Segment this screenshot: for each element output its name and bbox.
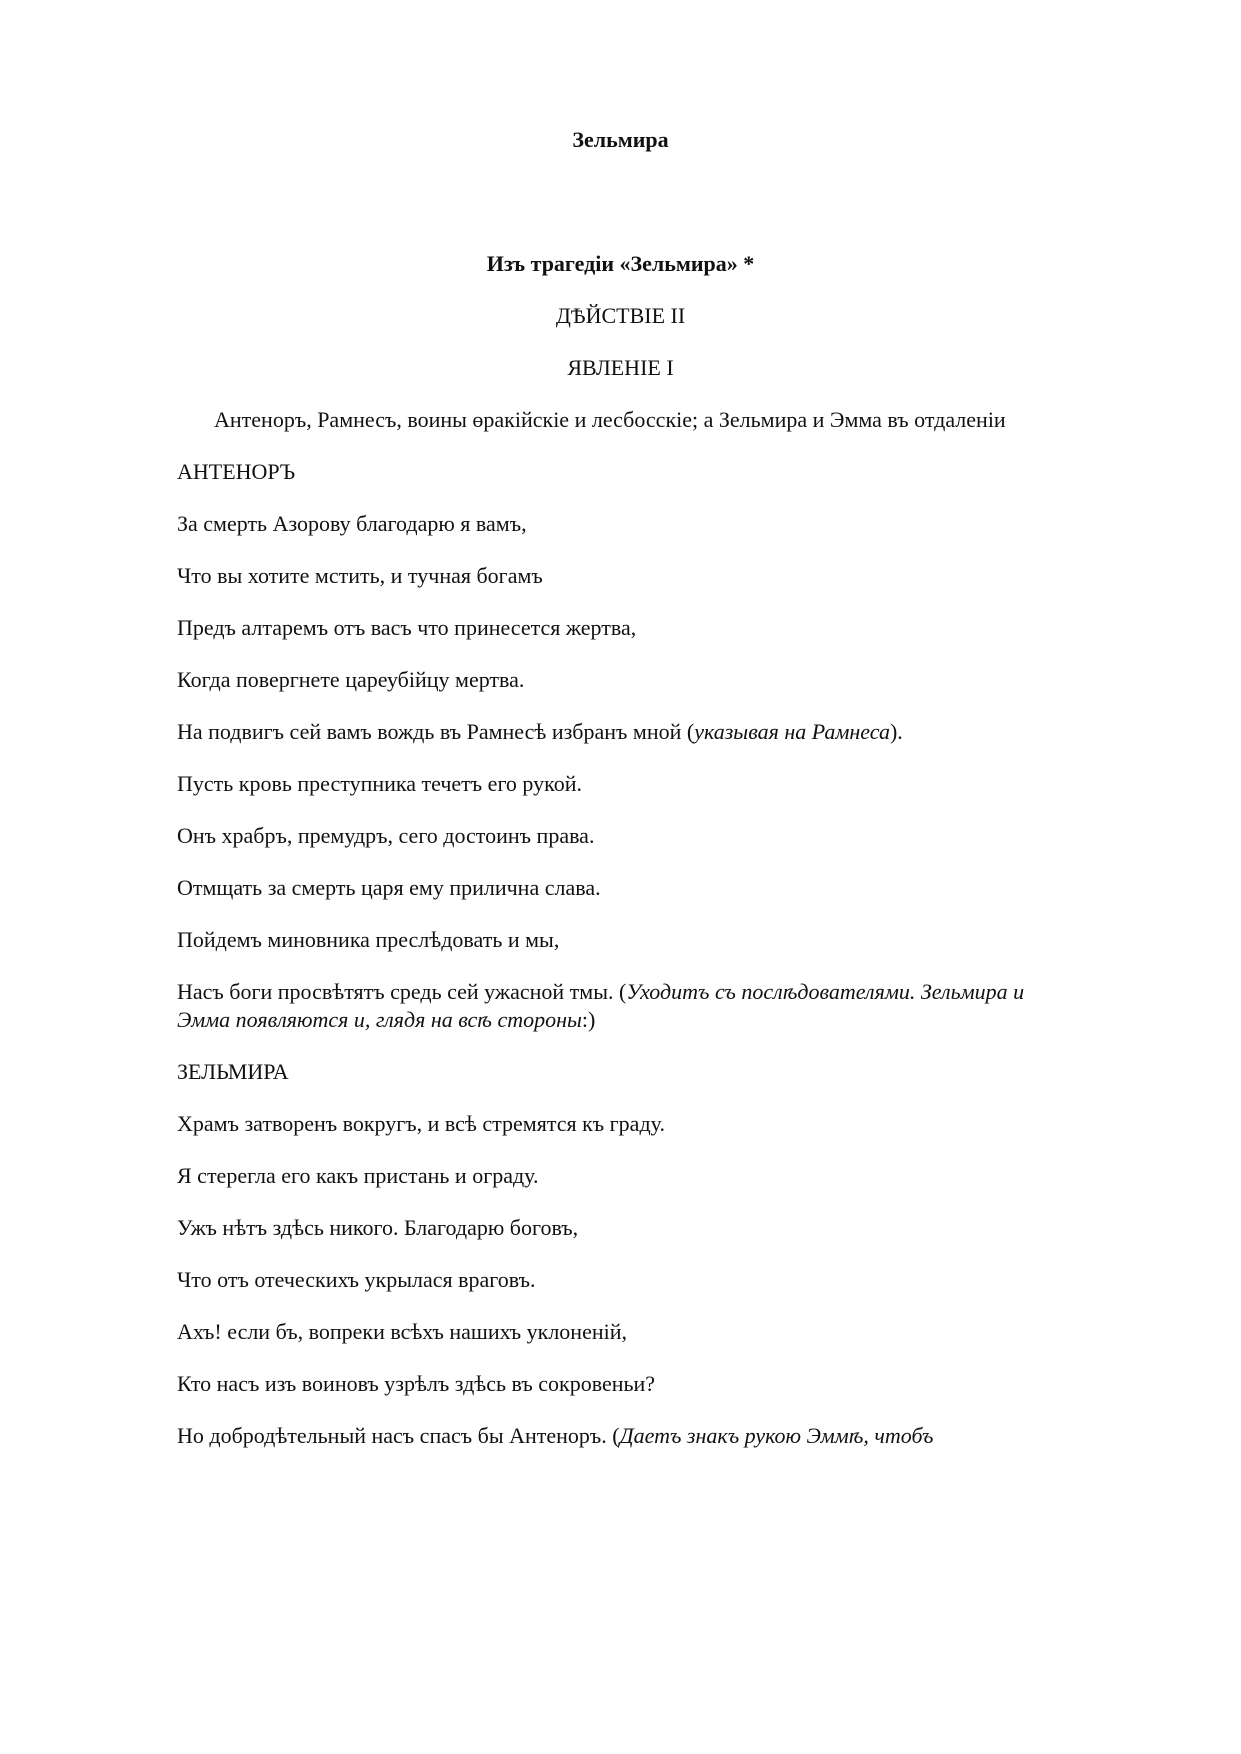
stage-direction: Антеноръ, Рамнесъ, воины өракійскіе и лесбосскіе; а Зельмира и Эмма въ отдаленіи — [214, 407, 1006, 432]
verse-line — [177, 978, 1024, 1006]
verse-line: Кто насъ изъ воиновъ узрѣлъ здѣсь въ сокровеньи? — [177, 1371, 656, 1396]
verse-line: Я стерегла его какъ пристань и ограду. — [177, 1163, 539, 1188]
verse-line: Онъ храбръ, премудръ, сего достоинъ права. — [177, 823, 595, 848]
verse-line: Что вы хотите мстить, и тучная богамъ — [177, 563, 543, 588]
document-subtitle: Изъ трагедіи «Зельмира» * — [486, 251, 755, 276]
verse-line: Что отъ отеческихъ укрылася враговъ. — [177, 1267, 536, 1292]
verse-line — [177, 718, 903, 746]
verse-line: Ахъ! если бъ, вопреки всѣхъ нашихъ уклоненій, — [177, 1319, 628, 1344]
act-heading: ДѢЙСТВІЕ II — [555, 303, 686, 328]
verse-line: Пусть кровь преступника течетъ его рукой. — [177, 771, 582, 796]
stage-note: указывая на Рамнеса — [694, 719, 890, 744]
verse-line: Отмщать за смерть царя ему прилична слава. — [177, 875, 601, 900]
verse-line: Когда повергнете цареубійцу мертва. — [177, 667, 525, 692]
verse-text: ). — [889, 719, 903, 744]
verse-text: :) — [581, 1007, 596, 1032]
speaker-zelmira: ЗЕЛЬМИРА — [177, 1059, 289, 1084]
verse-text: На подвигъ сей вамъ вождь въ Рамнесѣ избранъ мной ( — [177, 719, 695, 744]
verse-line: Пойдемъ миновника преслѣдовать и мы, — [177, 927, 560, 952]
document-title: Зельмира — [572, 127, 669, 152]
verse-line: Ужъ нѣтъ здѣсь никого. Благодарю боговъ, — [177, 1215, 579, 1240]
verse-line: За смерть Азорову благодарю я вамъ, — [177, 511, 527, 536]
verse-line: Предъ алтаремъ отъ васъ что принесется жертва, — [177, 615, 637, 640]
verse-line: Храмъ затворенъ вокругъ, и всѣ стремятся къ граду. — [177, 1111, 665, 1136]
verse-line — [177, 1422, 933, 1450]
stage-note: Эмма появляются и, глядя на всѣ стороны — [177, 1007, 582, 1032]
stage-note: Даетъ знакъ рукою Эммѣ, чтобъ — [619, 1423, 934, 1448]
speaker-antenor: АНТЕНОРЪ — [177, 459, 296, 484]
scene-heading: ЯВЛЕНІЕ I — [567, 355, 674, 380]
verse-text: Но добродѣтельный насъ спасъ бы Антеноръ. ( — [177, 1423, 620, 1448]
verse-line-continuation — [177, 1006, 595, 1034]
stage-note: Уходитъ съ послѣдователями. Зельмира и — [626, 979, 1025, 1004]
verse-text: Насъ боги просвѣтятъ средь сей ужасной тмы. ( — [177, 979, 627, 1004]
